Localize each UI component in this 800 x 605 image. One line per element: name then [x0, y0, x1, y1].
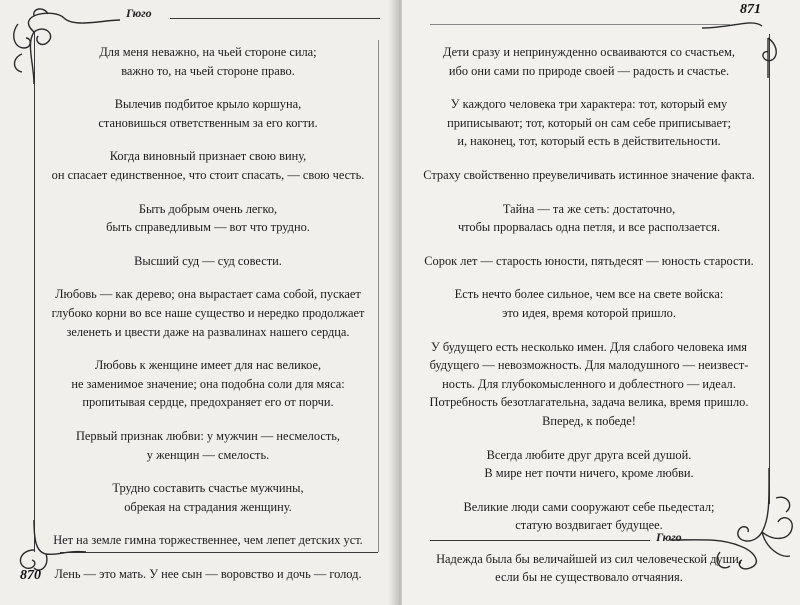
quote-line: глубоко корни во все наше существо и нередко продолжает	[51, 305, 365, 320]
quote-paragraph	[416, 550, 762, 587]
quote-paragraph	[40, 356, 376, 412]
quote-line: Всегда любите друг друга всей душой.	[486, 447, 692, 462]
quote-line: Нет на земле гимна торжественнее, чем лепет детских уст.	[53, 533, 363, 548]
quote-line: Сорок лет — старость юности, пятьдесят — юность старости.	[424, 253, 754, 268]
quote-line: ибо они сами по природе своей — радость и счастье.	[448, 63, 730, 78]
quote-paragraph	[416, 200, 762, 237]
quote-paragraph	[40, 43, 376, 80]
quote-paragraph	[416, 498, 762, 535]
quote-line: быть справедливым — вот что трудно.	[106, 220, 310, 235]
quote-paragraph	[40, 479, 376, 516]
frame-right-line	[378, 40, 379, 552]
quote-line: Великие люди сами сооружают себе пьедестал;	[463, 499, 715, 514]
quote-paragraph	[416, 285, 762, 322]
quote-paragraph	[40, 252, 376, 271]
quote-line: Любовь к женщине имеет для нас великое,	[94, 358, 322, 373]
quote-line: это идея, время которой пришло.	[502, 305, 676, 320]
quote-line: статую воздвигает будущее.	[515, 518, 663, 533]
quotes-column	[416, 43, 762, 602]
running-head: Гюго	[656, 530, 682, 544]
quote-paragraph	[40, 565, 376, 584]
running-head: Гюго	[126, 6, 152, 20]
quote-line: В мире нет почти ничего, кроме любви.	[484, 466, 694, 481]
quote-line: Надежда была бы величайшей из сил человеческой души,	[436, 551, 742, 566]
quote-paragraph	[40, 427, 376, 464]
quote-line: ность. Для глубокомысленного и доблестного — идеал.	[442, 376, 736, 391]
quote-line: Для меня неважно, на чьей стороне сила;	[99, 45, 317, 59]
quotes-column	[40, 43, 376, 598]
quote-line: Дети сразу и непринужденно осваиваются со счастьем,	[442, 45, 735, 59]
quote-paragraph	[40, 95, 376, 132]
quote-line: не заменимое значение; она подобна соли для мяса:	[71, 376, 345, 391]
quote-line: У будущего есть несколько имен. Для слабого человека имя	[430, 339, 748, 354]
frame-top-line	[430, 24, 730, 25]
quote-paragraph	[40, 147, 376, 184]
quote-paragraph	[416, 338, 762, 431]
quote-paragraph	[416, 252, 762, 271]
quote-line: он спасает единственное, что стоит спасать, — свою честь.	[51, 167, 365, 182]
quote-line: становишься ответственным за его когти.	[98, 115, 318, 130]
frame-left-line	[34, 32, 35, 552]
quote-paragraph	[40, 531, 376, 550]
frame-top-line	[170, 18, 380, 19]
quote-line: чтобы прорвалась одна петля, и все расползается.	[457, 220, 721, 235]
left-page	[0, 0, 398, 605]
quote-paragraph	[416, 95, 762, 151]
quote-line: зеленеть и цвести даже на развалинах нашего сердца.	[66, 324, 350, 339]
quote-line: Быть добрым очень легко,	[138, 201, 278, 216]
quote-paragraph	[416, 166, 762, 185]
quote-line: Любовь — как дерево; она вырастает сама собой, пускает	[55, 287, 361, 302]
quote-line: Есть нечто более сильное, чем все на свете войска:	[454, 287, 724, 302]
quote-line: Вперед, к победе!	[542, 413, 636, 428]
right-page	[402, 0, 800, 605]
quote-line: Лень — это мать. У нее сын — воровство и дочь — голод.	[54, 566, 362, 581]
quote-paragraph	[416, 446, 762, 483]
quote-line: Первый признак любви: у мужчин — несмелость,	[75, 428, 341, 443]
quote-line: Потребность безотлагательна, задача велика, время пришло.	[429, 395, 749, 410]
quote-line: У каждого человека три характера: тот, который ему	[450, 97, 728, 112]
quote-line: если бы не существовало отчаяния.	[495, 570, 683, 585]
quote-paragraph	[40, 200, 376, 237]
quote-line: будущего — невозможность. Для малодушного — неизвест-	[429, 358, 749, 373]
page-number: 870	[20, 568, 41, 583]
quote-line: Тайна — та же сеть: достаточно,	[502, 201, 676, 216]
frame-right-line	[769, 34, 770, 504]
quote-line: Страху свойственно преувеличивать истинное значение факта.	[423, 167, 755, 182]
quote-line: у женщин — смелость.	[146, 447, 270, 462]
quote-line: и, наконец, тот, который есть в действительности.	[457, 134, 721, 149]
quote-paragraph	[416, 43, 762, 80]
quote-paragraph	[40, 285, 376, 341]
quote-line: Вылечив подбитое крыло коршуна,	[114, 97, 302, 112]
quote-line: Трудно составить счастье мужчины,	[112, 481, 304, 496]
quote-line: Высший суд — суд совести.	[134, 253, 282, 268]
quote-line: приписывают; тот, который он сам себе приписывает;	[447, 115, 731, 130]
page-number: 871	[740, 2, 761, 17]
quote-line: важно то, на чьей стороне право.	[121, 63, 295, 78]
quote-line: Когда виновный признает свою вину,	[109, 149, 307, 164]
quote-line: обрекая на страдания женщину.	[124, 499, 292, 514]
quote-line: пропитывая сердце, предохраняет его от порчи.	[82, 395, 334, 410]
